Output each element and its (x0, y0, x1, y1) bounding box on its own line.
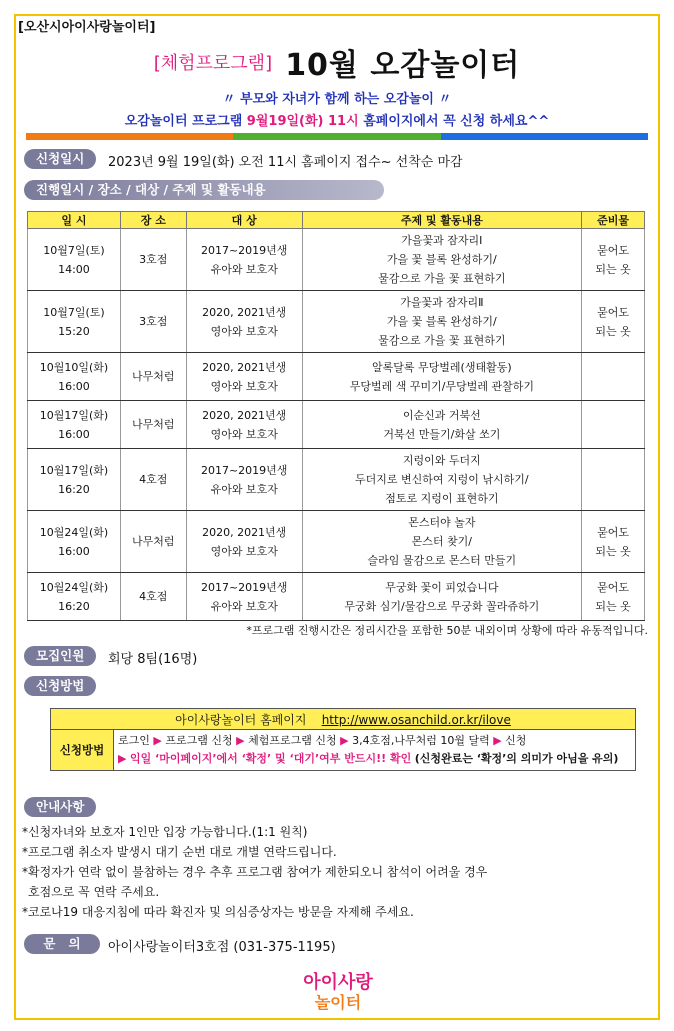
schedule-table (27, 211, 645, 621)
apply-steps (114, 730, 636, 771)
step-experience: 체험프로그램 신청 (248, 734, 337, 747)
schedule-header-row (28, 212, 645, 229)
cell-prep (582, 229, 645, 291)
cell-activity-theme: 알록달록 무당벌레(생태활동) (372, 360, 512, 374)
cell-activity (302, 291, 581, 353)
list-item: *코로나19 대응지침에 따라 확진자 및 의심증상자는 방문을 자제해 주세요. (22, 905, 414, 919)
cell-activity-line: 물감으로 가을 꽃 표현하기 (378, 272, 506, 285)
cell-target (186, 449, 302, 511)
cell-datetime (28, 573, 121, 621)
cell-prep (582, 573, 645, 621)
logo-mark (280, 968, 396, 1012)
cell-place: 3호점 (120, 229, 186, 291)
cell-activity-line: 무궁화 심기/물감으로 무궁화 꼴라쥬하기 (344, 599, 540, 613)
cell-target-who: 영아와 보호자 (210, 544, 278, 558)
cell-activity-theme: 가을꽃과 잠자리Ⅰ (401, 234, 483, 247)
arrow-right-icon: ▶ (153, 734, 162, 747)
schedule-label: 진행일시 / 장소 / 대상 / 주제 및 활동내용 (24, 180, 384, 200)
cell-prep-line: 되는 옷 (595, 262, 631, 276)
contact-text: 아이사랑놀이터3호점 (031-375-1195) (108, 940, 336, 955)
cell-datetime (28, 353, 121, 401)
recruit-text: 회당 8팀(16명) (108, 652, 198, 667)
list-item: 호점으로 꼭 연락 주세요. (28, 885, 160, 899)
cell-place: 나무처럼 (120, 511, 186, 573)
cell-activity-line: 몬스터 찾기/ (411, 535, 473, 548)
cell-date: 10월24일(화) (39, 580, 109, 594)
cell-datetime (28, 449, 121, 511)
cell-activity-line: 가을 꽃 블록 완성하기/ (386, 253, 497, 266)
cell-target-year: 2020, 2021년생 (202, 408, 287, 422)
color-bar (26, 133, 648, 140)
cell-prep (582, 353, 645, 401)
cell-activity-line: 두더지로 변신하여 지렁이 낚시하기/ (355, 473, 529, 486)
cell-time: 14:00 (58, 262, 90, 276)
notice-list (22, 822, 642, 922)
apply-date-label: 신청일시 (24, 149, 96, 169)
cell-target-who: 유아와 보호자 (210, 482, 278, 496)
apply-row-label: 신청방법 (51, 730, 114, 771)
cell-target (186, 229, 302, 291)
subtitle: 〃 부모와 자녀가 함께 하는 오감놀이 〃 (222, 92, 452, 107)
cell-target (186, 291, 302, 353)
arrow-right-icon: ▶ (493, 734, 502, 747)
cell-time: 16:00 (58, 379, 90, 393)
table-row (28, 291, 645, 353)
cell-target-who: 영아와 보호자 (210, 427, 278, 441)
table-row (28, 573, 645, 621)
cell-activity-theme: 몬스터야 놀자 (408, 516, 476, 529)
cell-activity-line: 거북선 만들기/화살 쏘기 (383, 427, 501, 441)
cell-target-who: 유아와 보호자 (210, 262, 278, 276)
cell-prep-line: 되는 옷 (595, 324, 631, 338)
cell-date: 10월17일(화) (39, 408, 109, 422)
cell-target-year: 2017~2019년생 (200, 463, 288, 477)
svg-text:아이사랑: 아이사랑 (303, 972, 373, 993)
cell-date: 10월7일(토) (43, 305, 105, 319)
cell-target (186, 401, 302, 449)
cell-prep-line: 묻어도 (597, 580, 629, 594)
cell-target-who: 유아와 보호자 (210, 599, 278, 613)
arrow-right-icon: ▶ (236, 734, 245, 747)
cell-date: 10월17일(화) (39, 463, 109, 477)
cell-place: 4호점 (120, 573, 186, 621)
cell-prep-line: 되는 옷 (595, 544, 631, 558)
cell-time: 15:20 (58, 324, 90, 338)
notice-label: 안내사항 (24, 797, 96, 817)
apply-date-text: 2023년 9월 19일(화) 오전 11시 홈페이지 접수~ 선착순 마감 (108, 155, 463, 170)
header-datetime: 일 시 (28, 212, 121, 229)
cell-prep (582, 291, 645, 353)
step-login: 로그인 (118, 734, 150, 747)
page-title (0, 40, 674, 84)
recruit-label: 모집인원 (24, 646, 96, 666)
cell-prep (582, 511, 645, 573)
cell-prep (582, 401, 645, 449)
cell-target (186, 511, 302, 573)
cell-target (186, 573, 302, 621)
arrow-right-icon: ▶ (118, 752, 127, 765)
table-row (28, 449, 645, 511)
color-bar-orange (26, 133, 233, 140)
cell-date: 10월10일(화) (39, 360, 109, 374)
cell-activity (302, 573, 581, 621)
cell-place: 나무처럼 (120, 353, 186, 401)
cell-target-year: 2017~2019년생 (200, 243, 288, 257)
register-notice (0, 110, 674, 129)
title-main: 10월 오감놀이터 (285, 48, 521, 83)
cell-place: 나무처럼 (120, 401, 186, 449)
cell-target-who: 영아와 보호자 (210, 379, 278, 393)
header-target: 대 상 (186, 212, 302, 229)
cell-prep-line: 묻어도 (597, 525, 629, 539)
cell-activity-theme: 이순신과 거북선 (402, 408, 481, 422)
cell-activity-line: 물감으로 가을 꽃 표현하기 (378, 334, 506, 347)
cell-activity-line: 점토로 지렁이 표현하기 (385, 492, 499, 505)
cell-target-year: 2020, 2021년생 (202, 305, 287, 319)
list-item: *확정자가 연락 없이 불참하는 경우 추후 프로그램 참여가 제한되오니 참석이 어려울 경우 (22, 865, 488, 879)
cell-activity (302, 229, 581, 291)
cell-place: 4호점 (120, 449, 186, 511)
cell-datetime (28, 229, 121, 291)
table-row (28, 401, 645, 449)
cell-target-year: 2020, 2021년생 (202, 360, 287, 374)
cell-datetime (28, 291, 121, 353)
cell-time: 16:00 (58, 544, 90, 558)
color-bar-blue (441, 133, 648, 140)
cell-target-year: 2020, 2021년생 (202, 525, 287, 539)
register-notice-before: 오감놀이터 프로그램 (124, 114, 247, 129)
list-item: *신청자녀와 보호자 1인만 입장 가능합니다.(1:1 원칙) (22, 825, 308, 839)
cell-target-who: 영아와 보호자 (210, 324, 278, 338)
header-prep: 준비물 (582, 212, 645, 229)
register-notice-date: 9월19일(화) 11시 (246, 114, 359, 129)
cell-target-year: 2017~2019년생 (200, 580, 288, 594)
header-place: 장 소 (120, 212, 186, 229)
apply-site-label: 아이사랑놀이터 홈페이지 (175, 712, 307, 727)
step-calendar: 3,4호점,나무처럼 10월 달력 (352, 734, 490, 747)
header-activity: 주제 및 활동내용 (302, 212, 581, 229)
logo (280, 968, 396, 1012)
cell-activity (302, 449, 581, 511)
schedule-note: *프로그램 진행시간은 정리시간을 포함한 50분 내외이며 상황에 따라 유동적입니다. (246, 624, 648, 637)
svg-text:놀이터: 놀이터 (314, 993, 362, 1012)
apply-method-table (50, 708, 636, 771)
cell-datetime (28, 511, 121, 573)
apply-method-label: 신청방법 (24, 676, 96, 696)
cell-prep-line: 되는 옷 (595, 599, 631, 613)
cell-time: 16:20 (58, 599, 90, 613)
cell-activity (302, 353, 581, 401)
color-bar-green (233, 133, 440, 140)
cell-activity (302, 511, 581, 573)
list-item: *프로그램 취소자 발생시 대기 순번 대로 개별 연락드립니다. (22, 845, 337, 859)
apply-url-link[interactable]: http://www.osanchild.or.kr/ilove (321, 712, 511, 727)
cell-activity-theme: 무궁화 꽃이 피었습니다 (385, 580, 499, 594)
org-tag: [오산시아이사랑놀이터] (18, 20, 156, 35)
contact-label: 문 의 (24, 934, 100, 954)
cell-date: 10월24일(화) (39, 525, 109, 539)
cell-activity-line: 무당벌레 색 꾸미기/무당벌레 관찰하기 (349, 379, 534, 393)
apply-site-row (51, 709, 636, 730)
table-row (28, 229, 645, 291)
cell-target (186, 353, 302, 401)
cell-activity-line: 슬라임 물감으로 몬스터 만들기 (367, 554, 517, 567)
cell-prep-line: 묻어도 (597, 243, 629, 257)
cell-prep (582, 449, 645, 511)
cell-activity (302, 401, 581, 449)
cell-prep-line: 묻어도 (597, 305, 629, 319)
cell-time: 16:00 (58, 427, 90, 441)
cell-activity-theme: 지렁이와 두더지 (402, 454, 481, 467)
cell-datetime (28, 401, 121, 449)
apply-warning-note: (신청완료는 ‘확정’의 의미가 아님을 유의) (414, 752, 619, 765)
table-row (28, 511, 645, 573)
step-apply: 신청 (505, 734, 527, 747)
cell-place: 3호점 (120, 291, 186, 353)
step-program: 프로그램 신청 (165, 734, 233, 747)
cell-date: 10월7일(토) (43, 243, 105, 257)
register-notice-after: 홈페이지에서 꼭 신청 하세요^^ (358, 114, 550, 129)
apply-warning: 익일 ‘마이페이지’에서 ‘확정’ 및 ‘대기’여부 반드시!! 확인 (129, 752, 412, 765)
cell-activity-line: 가을 꽃 블록 완성하기/ (386, 315, 497, 328)
arrow-right-icon: ▶ (340, 734, 349, 747)
title-prefix: [체험프로그램] (153, 53, 273, 74)
cell-activity-theme: 가을꽃과 잠자리Ⅱ (400, 296, 484, 309)
cell-time: 16:20 (58, 482, 90, 496)
table-row (28, 353, 645, 401)
